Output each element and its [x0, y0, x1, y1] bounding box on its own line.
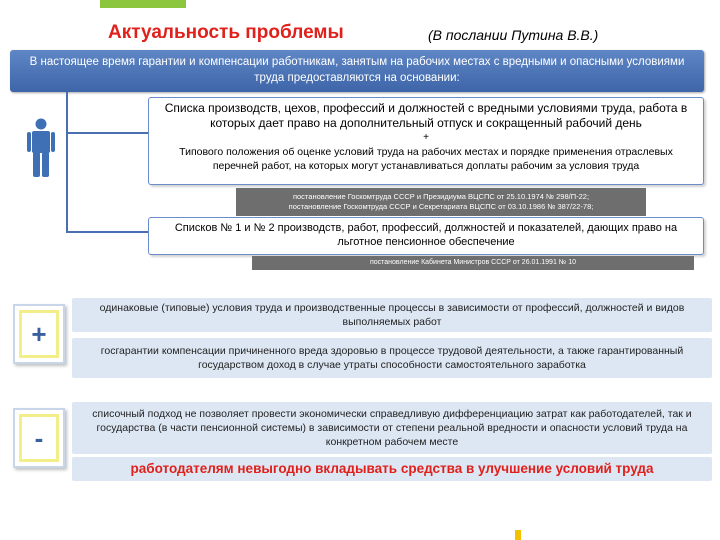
top-accent-bar — [100, 0, 186, 8]
reference-note-1-line1: постановление Госкомтруда СССР и Президиума ВЦСПС от 25.10.1974 № 298/П-22; — [292, 192, 590, 201]
connector-branch-1 — [66, 132, 148, 134]
basis-box-1 — [148, 97, 704, 185]
pros-sign — [13, 304, 65, 364]
intro-banner: В настоящее время гарантии и компенсации работникам, занятым на рабочих местах с вредными и опасными условиями труда предоставляются на основании: — [10, 50, 704, 92]
reference-note-1-line2: постановление Госкомтруда СССР и Секретариата ВЦСПС от 03.10.1986 № 387/22-78; — [288, 202, 594, 211]
person-icon — [26, 118, 56, 178]
basis-box-1-sub: Типового положения об оценке условий труда на рабочих местах и порядке применения отраслевых перечней работ, на которых могут устанавливаться доплаты рабочим за условия труда — [179, 146, 673, 172]
cons-sign — [13, 408, 65, 468]
page-title: Актуальность проблемы — [108, 22, 344, 43]
basis-box-1-main: Списка производств, цехов, профессий и должностей с вредными условиями труда, работа в которых дает право на дополнительный отпуск и сокращенный рабочий день — [164, 101, 688, 130]
con-item-1: списочный подход не позволяет провести экономически справедливую дифференциацию затрат как работодателей, так и государства (в части пенсионной системы) в зависимости от степени реальной вредности и опасности условий труда на конкретном рабочем месте — [72, 402, 712, 454]
minus-sign-icon: - — [34, 423, 44, 453]
pro-item-1: одинаковые (типовые) условия труда и производственные процессы в зависимости от профессий, должностей и видов выполняемых работ — [72, 298, 712, 332]
reference-note-2: постановление Кабинета Министров СССР от 26.01.1991 № 10 — [252, 256, 694, 270]
basis-box-2: Списков № 1 и № 2 производств, работ, профессий, должностей и показателей, дающих право на льготное пенсионное обеспечение — [148, 217, 704, 255]
pro-item-2: госгарантии компенсации причиненного вреда здоровью в процессе трудовой деятельности, а также гарантированный государством доход в случае утраты способности самостоятельного заработка — [72, 338, 712, 378]
plus-sign-icon: + — [31, 319, 47, 349]
connector-stem — [66, 92, 68, 232]
connector-branch-2 — [66, 231, 148, 233]
bottom-accent — [515, 530, 521, 540]
basis-box-1-plus: + — [423, 132, 429, 143]
title-note: (В послании Путина В.В.) — [428, 27, 599, 43]
con-item-2: работодателям невыгодно вкладывать средства в улучшение условий труда — [72, 457, 712, 481]
reference-note-1 — [236, 188, 646, 216]
